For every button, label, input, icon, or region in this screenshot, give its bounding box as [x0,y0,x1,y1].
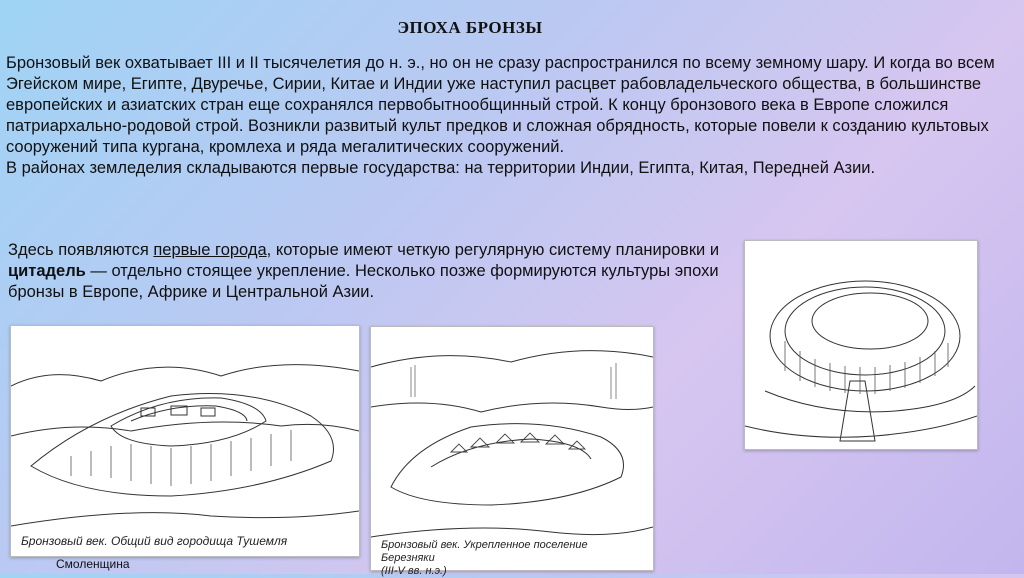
cities-text-middle: , которые имеют четкую регулярную систему планировки и [266,241,720,259]
bereznyaki-caption-line1: Бронзовый век. Укрепленное поселение Березняки [381,539,588,564]
ring-fortress-drawing [745,241,977,449]
tushemlya-caption: Бронзовый век. Общий вид городища Тушемля [21,534,288,548]
slide-title: ЭПОХА БРОНЗЫ [397,18,543,37]
cities-text-before: Здесь появляются [8,241,154,259]
intro-text: Бронзовый век охватывает III и II тысячелетия до н. э., но он не сразу распространился по всему земному шару. И когда во всем Эгейском мире, Египте, Двуречье, Сирии, Китае и Индии уже наступил расцвет рабовладельческого общества, в большинстве европейских и азиатских стран еще сохранялся первобытнообщинный строй. К концу бронзового века в Европе сложился патриархально-родовой строй. Возникли развитый культ предков и сложная обрядность, которые повели к созданию культовых сооружений типа кургана, кромлеха и ряда мегалитических сооружений. [6,54,995,156]
bereznyaki-caption [381,539,641,578]
bereznyaki-settlement-image [370,326,654,577]
cities-paragraph [8,240,728,303]
first-cities-link[interactable]: первые города [153,241,267,259]
citadel-term: цитадель [8,262,86,280]
hillfort-drawing [11,326,359,556]
intro-paragraph [6,53,996,179]
region-note: Смоленщина [56,557,130,571]
cities-text-after: — отдельно стоящее укрепление. Несколько позже формируются культуры эпохи бронзы в Европе, Африке и Центральной Азии. [8,262,719,301]
bereznyaki-caption-line2: (III-V вв. н.э.) [381,565,447,577]
settlement-drawing [371,327,653,570]
ring-fortress-image [744,240,978,450]
intro-text-states: В районах земледелия складываются первые государства: на территории Индии, Египта, Китая, Передней Азии. [6,159,876,177]
tushemlya-hillfort-image [10,325,360,557]
